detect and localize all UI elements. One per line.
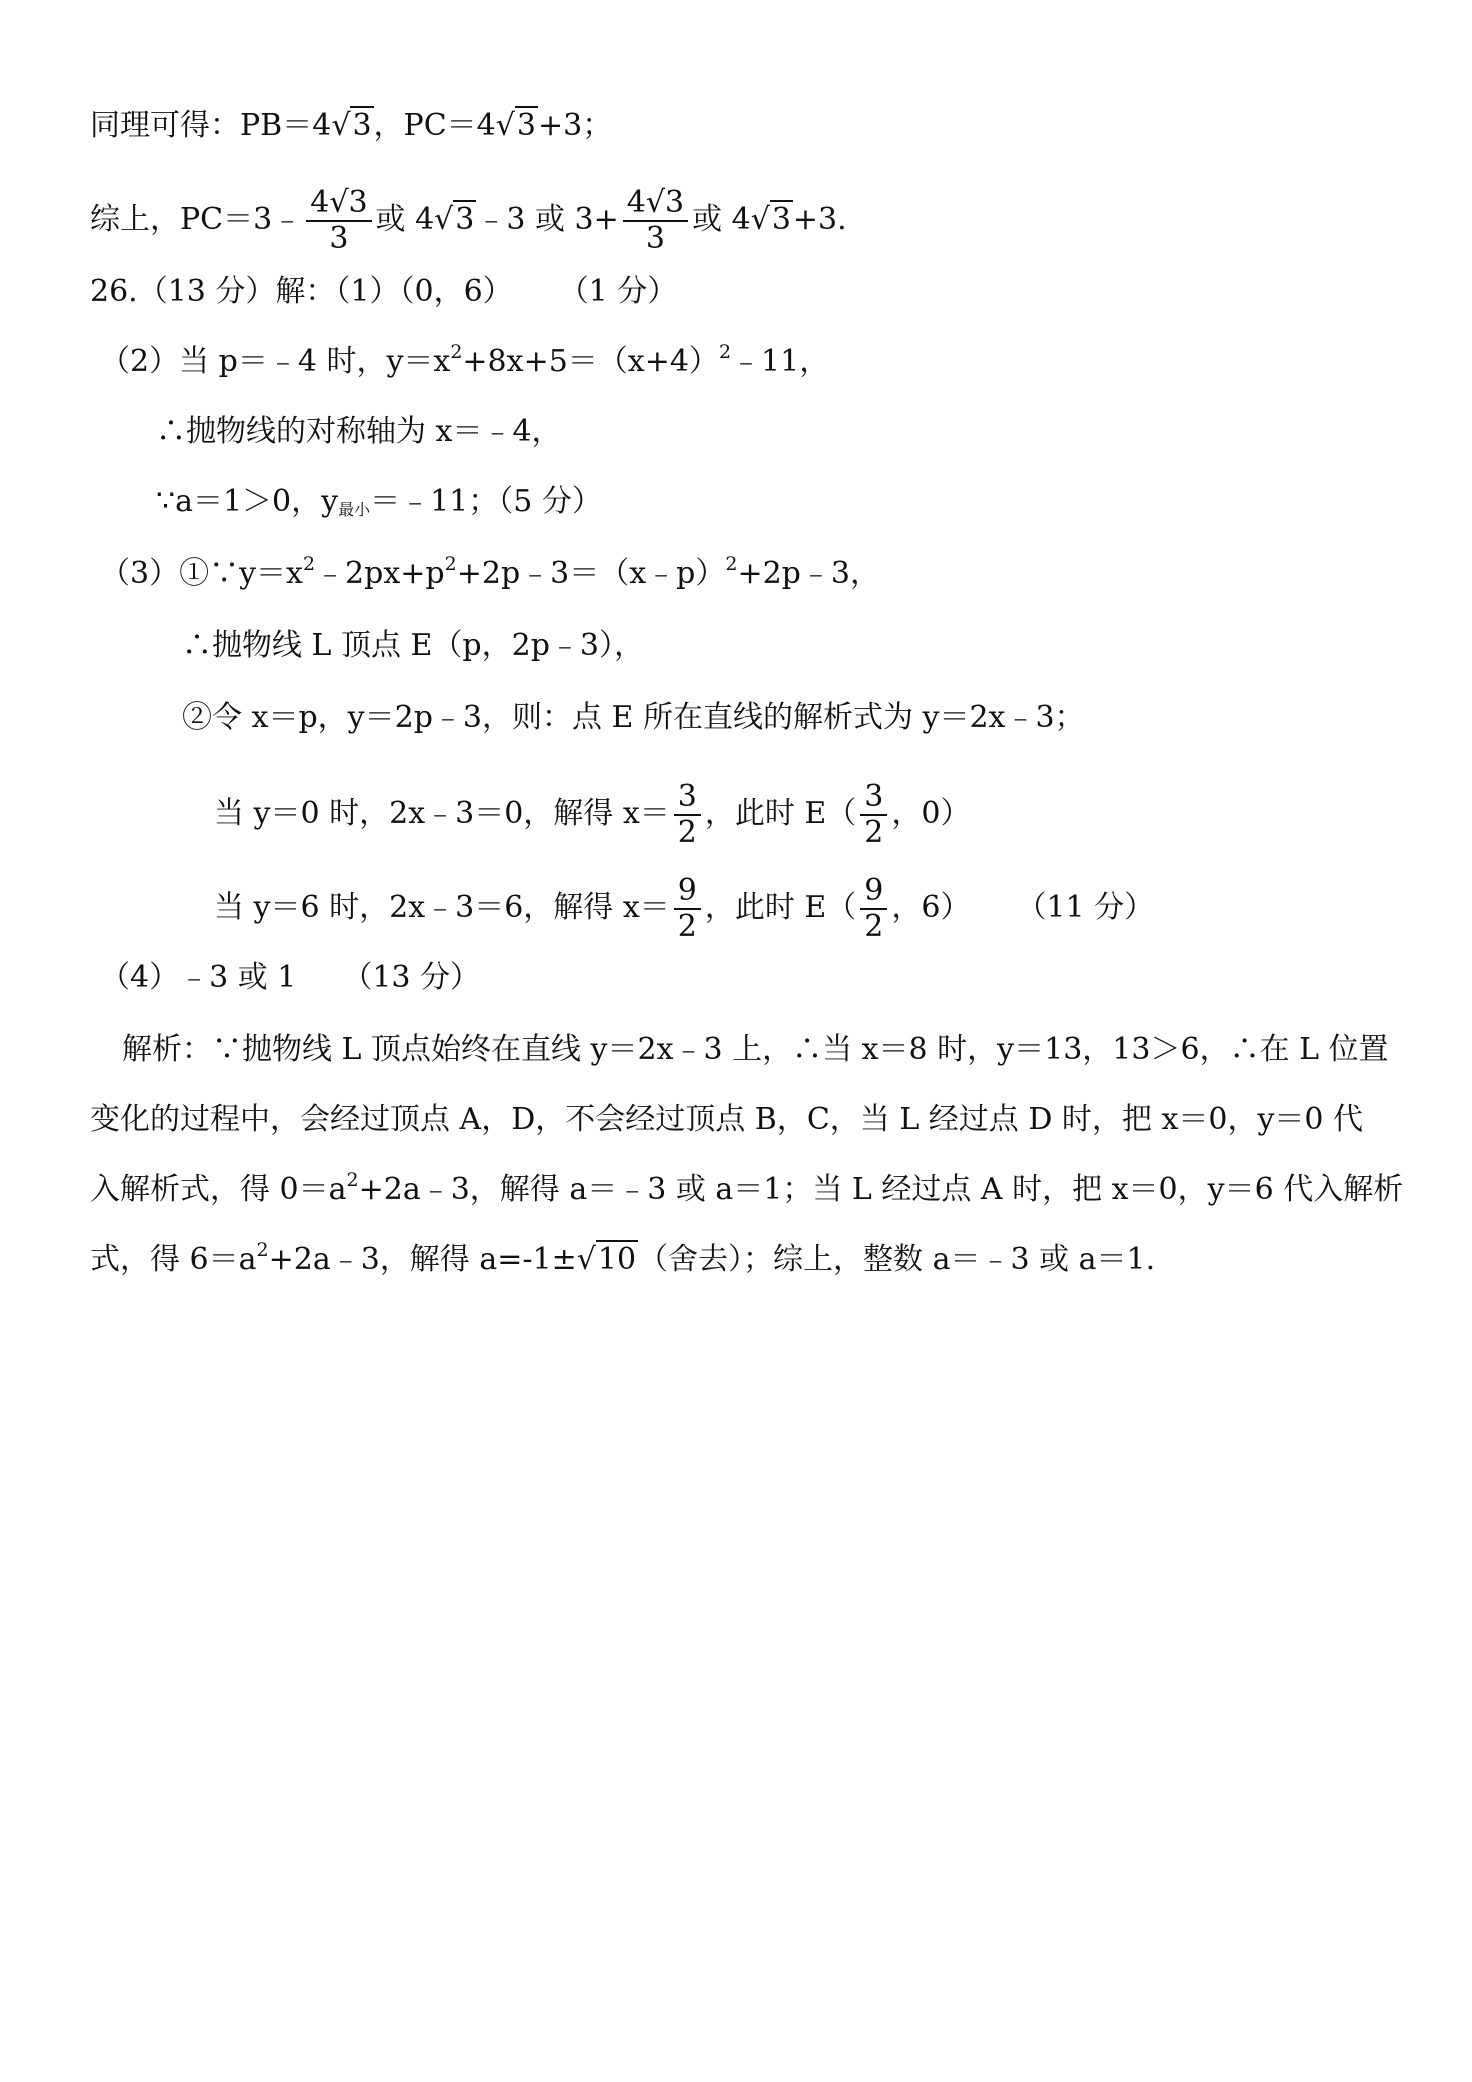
text: 变化的过程中，会经过顶点 A，D，不会经过顶点 B，C，当 L 经过点 D 时，把 x＝0，y＝0 代 xyxy=(90,1102,1364,1137)
line-line-equation xyxy=(182,698,1085,738)
exponent: 2 xyxy=(302,553,316,575)
sqrt-expression: √3 xyxy=(750,202,791,237)
text: 同理可得：PB＝4 xyxy=(90,108,332,143)
fraction xyxy=(306,186,371,256)
fraction xyxy=(623,186,688,256)
exponent: 2 xyxy=(346,1169,359,1191)
sqrt-expression: √3 xyxy=(331,108,372,143)
line-q26-part3 xyxy=(100,554,880,594)
line-analysis-3 xyxy=(90,1170,1403,1210)
line-case-y0 xyxy=(214,780,970,850)
numerator: 3 xyxy=(674,780,701,816)
text: ，此时 E（ xyxy=(704,796,857,831)
exponent: 2 xyxy=(444,553,457,575)
text: 解析：∵抛物线 L 顶点始终在直线 y＝2x﹣3 上，∴当 x＝8 时，y＝13，13＞6，∴在 L 位置 xyxy=(122,1032,1389,1067)
text: ，6） xyxy=(891,890,971,925)
numerator: 9 xyxy=(674,874,701,910)
line-q26-part4 xyxy=(100,958,480,998)
radicand: 3 xyxy=(516,108,536,143)
denominator: 3 xyxy=(329,221,349,256)
denominator: 2 xyxy=(677,909,697,944)
score-label: （1 分） xyxy=(558,274,678,309)
sqrt-expression: √10 xyxy=(576,1242,637,1277)
radicand: 3 xyxy=(771,202,791,237)
text: ﹣3 或 3+ xyxy=(476,202,619,237)
line-summary-pc xyxy=(90,186,847,256)
exponent: 2 xyxy=(718,341,732,363)
text: ∵a＝1＞0，y xyxy=(156,484,339,519)
text: 当 y＝6 时，2x﹣3＝6，解得 x＝ xyxy=(214,890,670,925)
denominator: 2 xyxy=(864,815,884,850)
score-label: （13 分） xyxy=(342,960,481,995)
text: +2a﹣3，解得 a＝﹣3 或 a＝1；当 L 经过点 A 时，把 x＝0，y＝6 代入解析 xyxy=(358,1172,1404,1207)
text: 26.（13 分）解：（1）（0，6） xyxy=(90,274,513,309)
text: ∴抛物线 L 顶点 E（p，2p﹣3）， xyxy=(182,628,645,663)
numerator: 3 xyxy=(860,780,887,816)
fraction xyxy=(860,780,887,850)
text: ﹣2px+p xyxy=(315,556,445,591)
text: 综上，PC＝3﹣ xyxy=(90,202,303,237)
exponent: 2 xyxy=(450,341,463,363)
radicand: 3 xyxy=(352,108,372,143)
text: ﹣11， xyxy=(731,344,830,379)
line-analysis-2 xyxy=(90,1100,1363,1140)
text: ，PC＝4 xyxy=(373,108,496,143)
line-minimum-value xyxy=(156,482,602,522)
score-label: （11 分） xyxy=(1016,890,1155,925)
text: 入解析式，得 0＝a xyxy=(90,1172,347,1207)
line-case-y6 xyxy=(214,874,1154,944)
text: +2p﹣3， xyxy=(737,556,880,591)
radicand: 10 xyxy=(597,1242,637,1277)
line-axis-of-symmetry xyxy=(156,412,562,452)
text: +8x+5＝（x+4） xyxy=(462,344,719,379)
text: （舍去）；综上，整数 a＝﹣3 或 a＝1. xyxy=(638,1242,1156,1277)
fraction xyxy=(674,874,701,944)
denominator: 3 xyxy=(645,221,665,256)
line-analysis-1 xyxy=(122,1030,1389,1070)
line-analysis-4 xyxy=(90,1240,1155,1280)
text: ，此时 E（ xyxy=(704,890,857,925)
text: （2）当 p＝﹣4 时，y＝x xyxy=(100,344,451,379)
text: +3. xyxy=(792,202,847,237)
text: 式，得 6＝a xyxy=(90,1242,257,1277)
sqrt-expression: √3 xyxy=(495,108,536,143)
denominator: 2 xyxy=(677,815,697,850)
text: +2a﹣3，解得 a=-1± xyxy=(268,1242,577,1277)
text: （3）①∵y＝x xyxy=(100,556,303,591)
text: ②令 x＝p，y＝2p﹣3，则：点 E 所在直线的解析式为 y＝2x﹣3； xyxy=(182,700,1085,735)
line-pb-pc xyxy=(90,106,612,146)
text: 或 4 xyxy=(375,202,435,237)
text: 当 y＝0 时，2x﹣3＝0，解得 x＝ xyxy=(214,796,670,831)
subscript: 最小 xyxy=(338,500,371,519)
fraction xyxy=(860,874,887,944)
sqrt-expression: √3 xyxy=(434,202,475,237)
exponent: 2 xyxy=(256,1239,269,1261)
line-vertex-e xyxy=(182,626,644,666)
line-q26-part1 xyxy=(90,272,677,312)
denominator: 2 xyxy=(864,909,884,944)
text: +2p﹣3＝（x﹣p） xyxy=(456,556,726,591)
fraction xyxy=(674,780,701,850)
text: ，0） xyxy=(891,796,971,831)
text: 或 4 xyxy=(692,202,751,237)
text: ＝﹣11；（5 分） xyxy=(370,484,602,519)
line-q26-part2 xyxy=(100,342,829,382)
text: （4）﹣3 或 1 xyxy=(100,960,297,995)
text: +3； xyxy=(538,108,613,143)
numerator: 4√3 xyxy=(623,186,688,222)
exponent: 2 xyxy=(725,553,738,575)
radicand: 3 xyxy=(455,202,475,237)
numerator: 4√3 xyxy=(306,186,371,222)
numerator: 9 xyxy=(860,874,887,910)
text: ∴抛物线的对称轴为 x＝﹣4， xyxy=(156,414,562,449)
